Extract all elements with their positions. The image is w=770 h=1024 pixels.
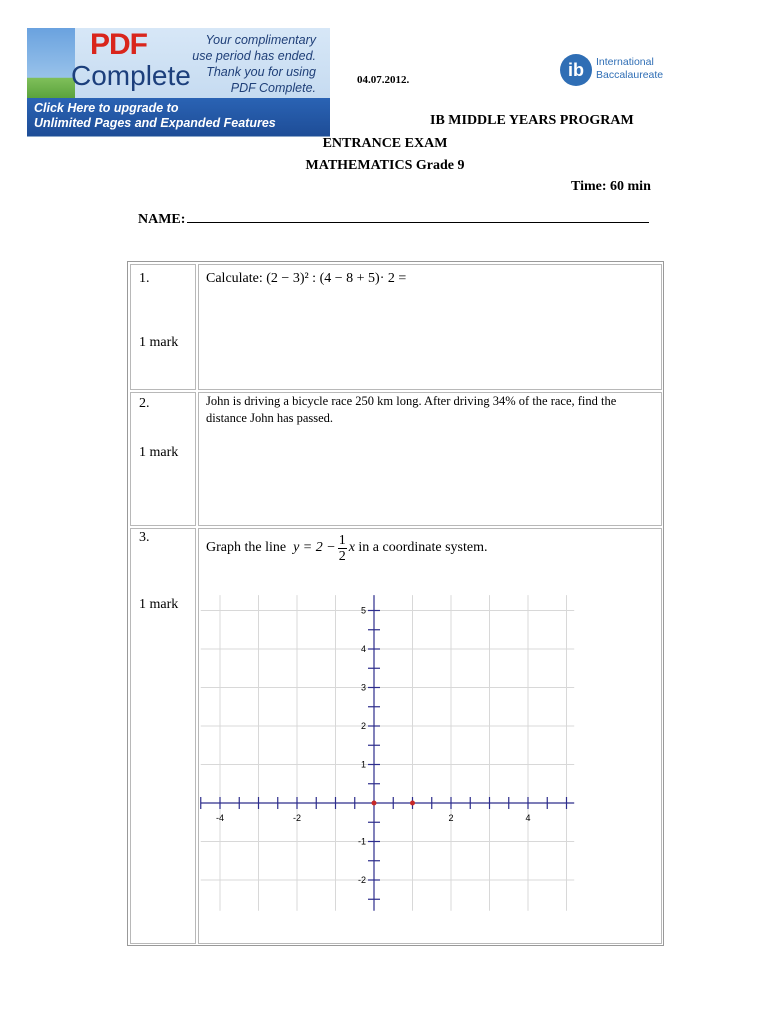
upgrade-line-2[interactable]: Unlimited Pages and Expanded Features bbox=[34, 116, 276, 130]
complete-logo-text: Complete bbox=[71, 60, 191, 91]
pdf-logo-text: PDF bbox=[90, 28, 147, 61]
program-title: IB MIDDLE YEARS PROGRAM bbox=[430, 113, 634, 128]
x-tick-label: -4 bbox=[215, 813, 225, 823]
name-label: NAME: bbox=[138, 212, 186, 227]
banner-message-line: use period has ended. bbox=[192, 49, 316, 63]
ib-logo-line: International bbox=[596, 56, 654, 68]
question-3-text bbox=[206, 528, 488, 568]
question-number: 2. bbox=[139, 396, 150, 411]
subject-title: MATHEMATICS Grade 9 bbox=[305, 158, 465, 173]
x-tick-label: -2 bbox=[292, 813, 302, 823]
y-tick-label: -1 bbox=[357, 836, 366, 847]
y-tick-label: 3 bbox=[360, 682, 366, 693]
question-mark: 1 mark bbox=[139, 335, 179, 350]
y-tick-label: -2 bbox=[357, 875, 366, 885]
question-number: 3. bbox=[139, 530, 150, 545]
y-tick-label: 2 bbox=[360, 721, 366, 731]
y-tick-label: 1 bbox=[360, 759, 366, 770]
fraction-denominator: 2 bbox=[338, 548, 346, 564]
question-number-cell bbox=[130, 528, 196, 944]
y-tick-label: 5 bbox=[360, 605, 366, 616]
x-tick-label: 2 bbox=[448, 813, 454, 823]
question-2-text: John is driving a bicycle race 250 km long. After driving 34% of the race, find the distance John has passed. bbox=[206, 394, 617, 425]
marked-point bbox=[372, 801, 377, 806]
name-blank-line[interactable] bbox=[187, 212, 649, 223]
banner-message-line: PDF Complete. bbox=[230, 81, 316, 95]
question-1-expression: (2 − 3)² : (4 − 8 + 5)· 2 = bbox=[266, 271, 407, 286]
upgrade-line-1[interactable]: Click Here to upgrade to bbox=[34, 101, 179, 115]
question-3-fraction bbox=[338, 533, 347, 564]
question-3-eq-left: y = 2 − bbox=[293, 540, 336, 555]
question-3-suffix: in a coordinate system. bbox=[358, 540, 488, 555]
upgrade-link[interactable] bbox=[27, 98, 330, 136]
coordinate-grid[interactable] bbox=[200, 595, 590, 920]
fraction-numerator: 1 bbox=[338, 532, 346, 548]
ib-logo bbox=[560, 50, 672, 92]
ib-logo-text bbox=[596, 56, 663, 82]
banner-message-line: Your complimentary bbox=[205, 33, 316, 47]
question-1-text bbox=[206, 271, 406, 287]
banner-message bbox=[176, 32, 316, 96]
banner-message-line: Thank you for using bbox=[206, 65, 316, 79]
exam-title: ENTRANCE EXAM bbox=[322, 136, 448, 151]
question-1-prefix: Calculate: bbox=[206, 271, 263, 286]
question-mark: 1 mark bbox=[139, 597, 179, 612]
x-tick-label: 4 bbox=[525, 813, 531, 823]
question-mark: 1 mark bbox=[139, 445, 179, 460]
time-limit: Time: 60 min bbox=[571, 179, 651, 194]
name-field bbox=[138, 212, 649, 228]
exam-date: 04.07.2012. bbox=[357, 74, 410, 86]
banner-image bbox=[27, 28, 75, 104]
question-3-eq-var: x bbox=[348, 540, 355, 555]
question-3-prefix: Graph the line bbox=[206, 540, 287, 555]
ib-logo-line: Baccalaureate bbox=[596, 69, 664, 81]
question-number: 1. bbox=[139, 271, 150, 286]
ib-logo-icon: ib bbox=[560, 54, 592, 86]
marked-point bbox=[410, 801, 415, 806]
pdf-complete-upgrade-banner[interactable] bbox=[27, 28, 330, 137]
y-tick-label: 4 bbox=[360, 644, 366, 654]
